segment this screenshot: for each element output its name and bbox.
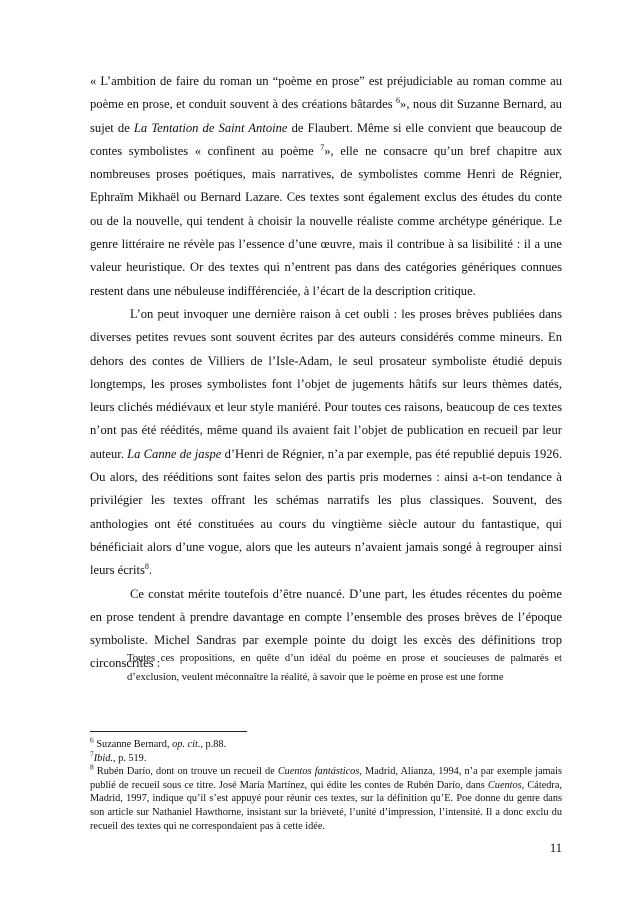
work-title-canne: La Canne de jaspe xyxy=(127,446,222,461)
work-title-tentation: La Tentation de Saint Antoine xyxy=(133,120,288,135)
page-number: 11 xyxy=(549,841,562,855)
paragraph-2-text-a: L’on peut invoquer une dernière raison à cet oubli : les proses brèves publiées dans diverses petites revues sont souvent écrites par des auteurs considérés comme mineurs. En dehors des contes de Villiers de l’Isle-Adam, le seul prosateur symboliste étudié depuis longtemps, les proses symbolistes font l’objet de jugements hâtifs sur leurs thèmes datés, leurs clichés médiévaux et leur style maniéré. Pour toutes ces raisons, beaucoup de ces textes n’ont pas été réédités, même quand ils avaient fait l’objet de publication en recueil par leur auteur. xyxy=(90,306,562,461)
footnote-text: Cátedra, Madrid, 1997, indique qu’il s’est appuyé pour réunir ces textes, sur la définition qu’E. Poe donne du genre dans son article sur Nathaniel Hawthorne, insistant sur la brièveté, l’unité d’impression, l’intensité. Il a donc exclu du recueil des textes qui ne correspondaient pas à cette idée. xyxy=(90,779,562,832)
paragraph-1-text-b: », nous dit Suzanne Bernard, au sujet de xyxy=(90,97,562,135)
footnote-text: Rubén Darío, dont on trouve un recueil de xyxy=(93,766,278,778)
footnote-divider xyxy=(90,731,247,732)
paragraph-2 xyxy=(90,303,562,583)
footnote-number: 7 xyxy=(90,749,94,759)
footnote-ref-6: 6 xyxy=(396,96,401,106)
paragraph-1 xyxy=(90,70,562,303)
footnote-italic: op. cit., xyxy=(172,739,203,750)
block-quote: Toutes ces propositions, en quête d’un idéal du poème en prose et soucieuses de palmarès et d’exclusion, veulent méconnaître la réalité, à savoir que le poème en prose est une forme xyxy=(127,653,562,683)
footnote-8 xyxy=(90,762,562,833)
body-text xyxy=(90,70,562,676)
paragraph-2-text-b: d’Henri de Régnier, n’a par exemple, pas été republié depuis 1926. Ou alors, des rééditions sont faites selon des partis pris modernes : ainsi a-t-on tendance à privilégier les textes offrant les schémas narratifs les plus classiques. Souvent, des anthologies ont été constituées au cours du vingtième siècle autour du fantastique, qui bénéficiait alors d’une vogue, alors que les auteurs n’avaient jamais songé à regrouper ainsi leurs écrits xyxy=(90,446,562,578)
paragraph-1-text-a: « L’ambition de faire du roman un “poème en prose” est préjudiciable au roman comme au poème en prose, et conduit souvent à des créations bâtardes xyxy=(90,74,562,112)
footnote-italic: Cuentos, xyxy=(487,779,525,791)
footnote-text: p.88. xyxy=(202,739,227,750)
footnote-number: 8 xyxy=(90,762,94,772)
paragraph-1-text-d: », elle ne consacre qu’un bref chapitre aux nombreuses proses poétiques, mais narratives, de symbolistes comme Henri de Régnier, Ephraïm Mikhaël ou Bernard Lazare. Ces textes sont également exclus des études du conte ou de la nouvelle, qui tendent à choisir la nouvelle réaliste comme archétype générique. Le genre littéraire ne révèle pas l’essence d’une œuvre, mais il contribue à sa lisibilité : il a une valeur heuristique. Or des textes qui n’entrent pas dans des catégories génériques connues restent dans une nébuleuse indifférenciée, à l’écart de la description critique. xyxy=(90,143,562,298)
footnotes xyxy=(90,735,562,833)
footnote-italic: Cuentos fantásticos, xyxy=(277,766,362,778)
footnote-text: , p. 519. xyxy=(112,752,147,764)
footnote-7 xyxy=(90,749,562,766)
footnote-ref-8: 8 xyxy=(144,562,149,572)
paragraph-2-text-c: . xyxy=(148,563,153,578)
paragraph-3: Ce constat mérite toutefois d’être nuancé. D’une part, les études récentes du poème en prose tendent à prendre davantage en compte l’ensemble des proses brèves de l’époque symboliste. Michel Sandras par exemple pointe du doigt les excès des définitions trop circonscrites : xyxy=(90,586,562,671)
footnote-italic: Ibid. xyxy=(93,752,113,764)
footnote-ref-7: 7 xyxy=(320,142,325,152)
footnote-text: Suzanne Bernard, xyxy=(93,739,173,750)
footnote-6 xyxy=(90,735,562,752)
paragraph-1-text-c: de Flaubert. Même si elle convient que beaucoup de contes symbolistes « confinent au poème xyxy=(90,120,562,158)
footnote-number: 6 xyxy=(90,735,94,745)
footnote-text: Madrid, Alianza, 1994, n’a par exemple jamais publié de recueil sous ce titre. José María Martínez, qui édite les contes de Rubén Darío, dans xyxy=(90,766,562,791)
